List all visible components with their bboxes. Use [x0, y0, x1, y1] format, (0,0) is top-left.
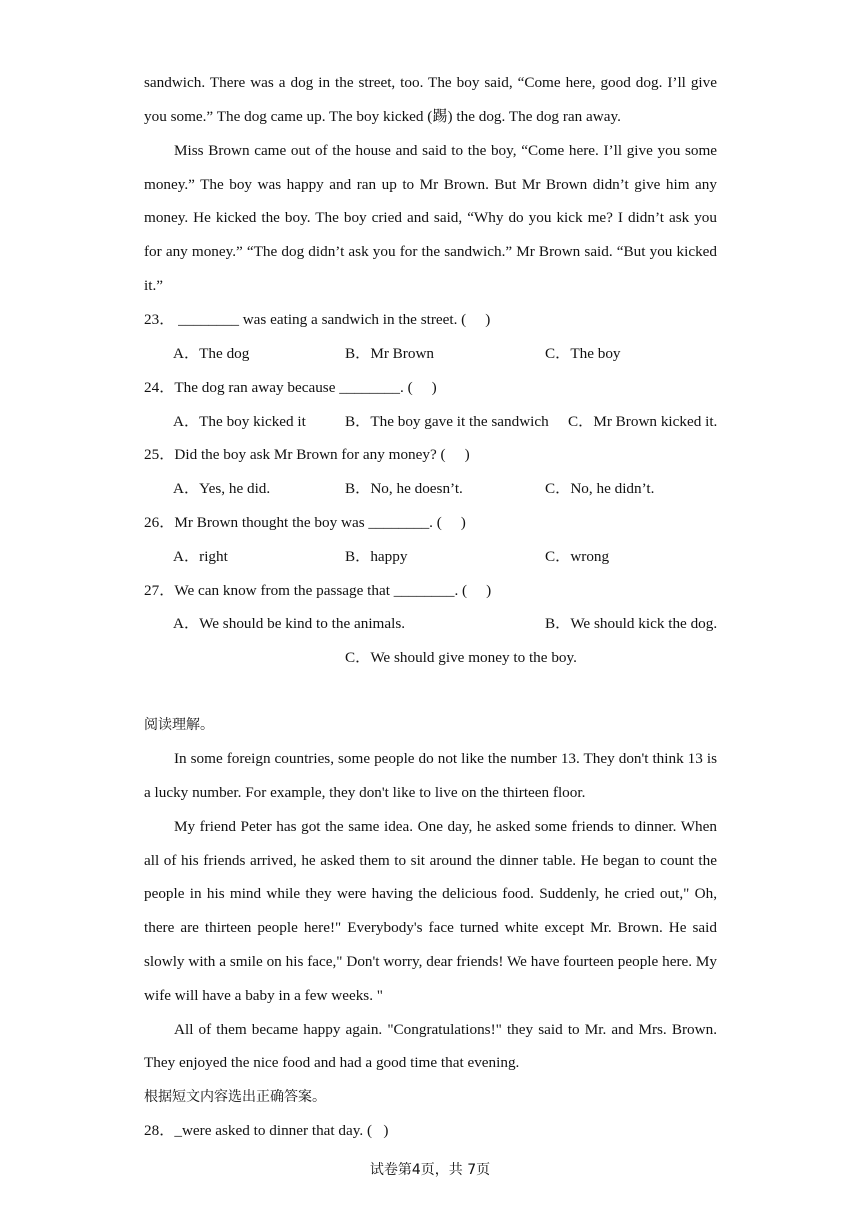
option-a[interactable]: A．The boy kicked it — [173, 413, 306, 430]
passage-line: In some foreign countries, some people do not like the number 13. They don't think 13 is — [174, 750, 717, 767]
question-stem: 23． ________ was eating a sandwich in the street. ( ) — [144, 311, 491, 328]
option-a[interactable]: A．Yes, he did. — [173, 480, 271, 497]
passage-line: money. He kicked the boy. The boy cried and said, “Why do you kick me? I didn’t ask you — [144, 209, 717, 226]
question-stem: 28．_were asked to dinner that day. ( ) — [144, 1122, 389, 1139]
instruction: 根据短文内容选出正确答案。 — [144, 1089, 326, 1105]
passage-line: wife will have a baby in a few weeks. " — [144, 987, 383, 1004]
option-c[interactable]: C．The boy — [545, 345, 621, 362]
question-stem: 26．Mr Brown thought the boy was ________. ( ) — [144, 514, 466, 531]
option-b[interactable]: B．happy — [345, 548, 408, 565]
question-stem: 24．The dog ran away because ________. ( ) — [144, 379, 437, 396]
option-b[interactable]: B．No, he doesn’t. — [345, 480, 463, 497]
passage-line: there are thirteen people here!" Everybody's face turned white except Mr. Brown. He said — [144, 919, 717, 936]
passage-line: All of them became happy again. "Congratulations!" they said to Mr. and Mrs. Brown. — [174, 1021, 717, 1038]
page-footer: 试卷第4页，共 7页 — [369, 1162, 491, 1178]
option-c[interactable]: C．We should give money to the boy. — [345, 649, 577, 666]
option-c[interactable]: C．wrong — [545, 548, 610, 565]
question-stem: 27．We can know from the passage that ________. ( ) — [144, 582, 492, 599]
passage-line: people in his mind while they were having the delicious food. Suddenly, he cried out," Oh, — [144, 885, 717, 902]
option-c[interactable]: C．Mr Brown kicked it. — [568, 413, 718, 430]
passage-line: you some.” The dog came up. The boy kicked (踢) the dog. The dog ran away. — [144, 108, 621, 125]
question-stem: 25．Did the boy ask Mr Brown for any money? ( ) — [144, 446, 470, 463]
option-a[interactable]: A．We should be kind to the animals. — [173, 615, 406, 632]
passage-line: My friend Peter has got the same idea. One day, he asked some friends to dinner. When — [174, 818, 717, 835]
passage-line: sandwich. There was a dog in the street, too. The boy said, “Come here, good dog. I’ll give — [144, 74, 717, 91]
section-heading: 阅读理解。 — [144, 717, 214, 733]
passage-line: Miss Brown came out of the house and said to the boy, “Come here. I’ll give you some — [174, 142, 717, 159]
option-a[interactable]: A．right — [173, 548, 228, 565]
passage-line: it.” — [144, 277, 163, 294]
option-a[interactable]: A．The dog — [173, 345, 250, 362]
option-c[interactable]: C．No, he didn’t. — [545, 480, 655, 497]
passage-line: They enjoyed the nice food and had a good time that evening. — [144, 1054, 520, 1071]
option-b[interactable]: B．Mr Brown — [345, 345, 435, 362]
passage-line: a lucky number. For example, they don't like to live on the thirteen floor. — [144, 784, 586, 801]
passage-line: for any money.” “The dog didn’t ask you for the sandwich.” Mr Brown said. “But you kicked — [144, 243, 717, 260]
option-b[interactable]: B．The boy gave it the sandwich — [345, 413, 549, 430]
passage-line: slowly with a smile on his face," Don't worry, dear friends! We have fourteen people here. My — [144, 953, 717, 970]
option-b[interactable]: B．We should kick the dog. — [545, 615, 718, 632]
passage-line: money.” The boy was happy and ran up to Mr Brown. But Mr Brown didn’t give him any — [144, 176, 717, 193]
passage-line: all of his friends arrived, he asked them to sit around the dinner table. He began to count the — [144, 852, 717, 869]
